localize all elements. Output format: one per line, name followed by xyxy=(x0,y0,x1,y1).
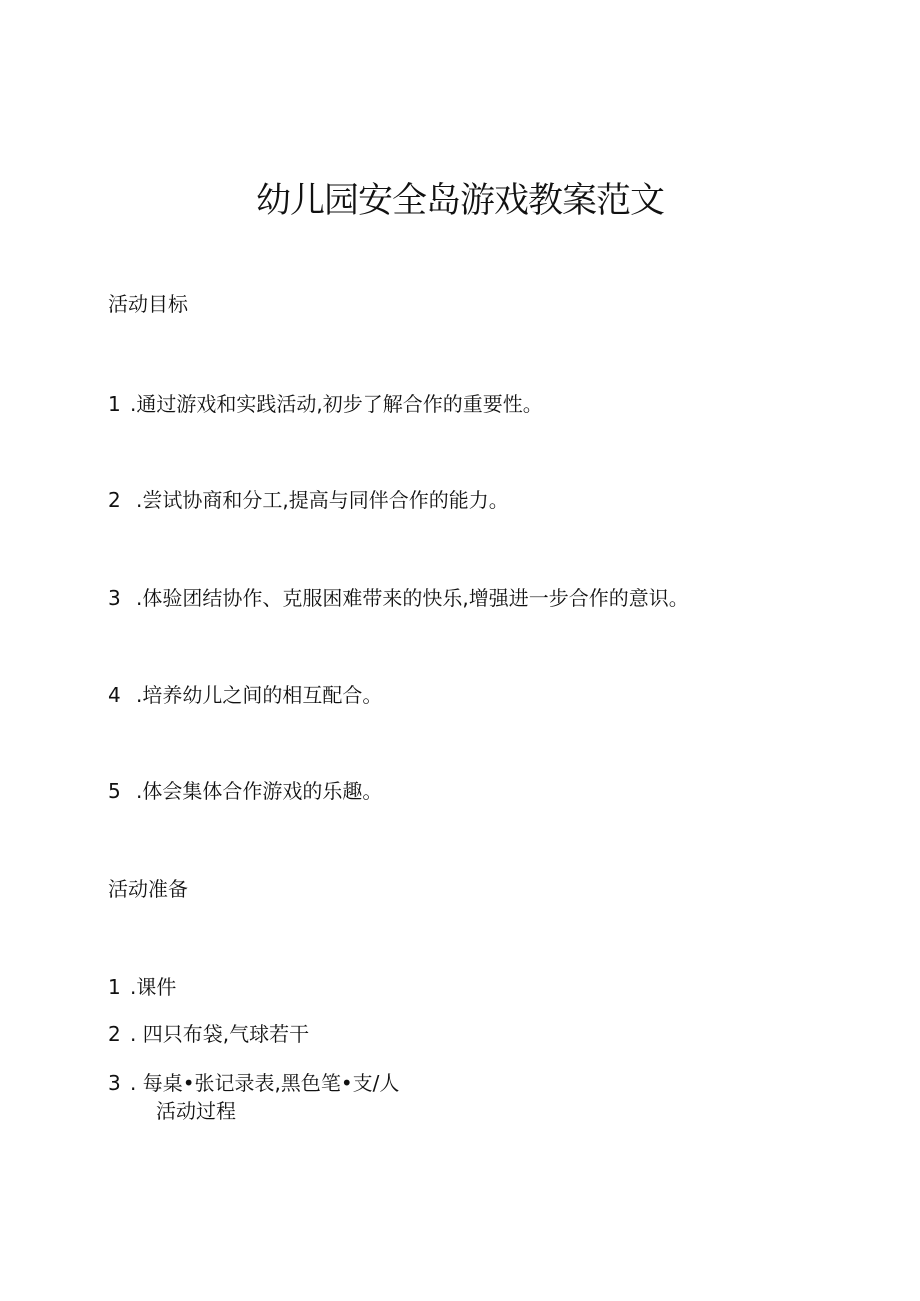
section-heading-goals: 活动目标 xyxy=(108,292,188,316)
goal-item-number: 5 xyxy=(108,779,121,803)
prep-item-2 xyxy=(108,1020,309,1048)
goal-item-number: 2 xyxy=(108,488,121,512)
prep-item-number: 3 xyxy=(108,1071,121,1095)
section-heading-process: 活动过程 xyxy=(156,1099,236,1123)
goal-item-number: 1 xyxy=(108,392,121,416)
goal-item-3 xyxy=(108,584,689,612)
goal-item-text: .尝试协商和分工,提高与同伴合作的能力。 xyxy=(136,488,509,512)
goal-item-text: .通过游戏和实践活动,初步了解合作的重要性。 xyxy=(130,392,543,416)
prep-item-text: . 四只布袋,气球若干 xyxy=(130,1022,310,1046)
goal-item-4 xyxy=(108,681,382,709)
goal-item-text: .体验团结协作、克服困难带来的快乐,增强进一步合作的意识。 xyxy=(136,586,689,610)
goal-item-number: 3 xyxy=(108,586,121,610)
goal-item-2 xyxy=(108,486,509,514)
prep-item-text: . 每桌•张记录表,黑色笔•支/人 xyxy=(130,1071,400,1095)
prep-item-number: 1 xyxy=(108,975,121,999)
document-title: 幼儿园安全岛游戏教案范文 xyxy=(255,181,664,221)
goal-item-text: .体会集体合作游戏的乐趣。 xyxy=(136,779,383,803)
prep-item-3 xyxy=(108,1069,399,1097)
goal-item-5 xyxy=(108,777,382,805)
prep-item-number: 2 xyxy=(108,1022,121,1046)
goal-item-number: 4 xyxy=(108,683,121,707)
prep-item-text: .课件 xyxy=(130,975,177,999)
section-heading-prep: 活动准备 xyxy=(108,877,188,901)
prep-item-1 xyxy=(108,973,176,1001)
goal-item-1 xyxy=(108,390,543,418)
goal-item-text: .培养幼儿之间的相互配合。 xyxy=(136,683,383,707)
